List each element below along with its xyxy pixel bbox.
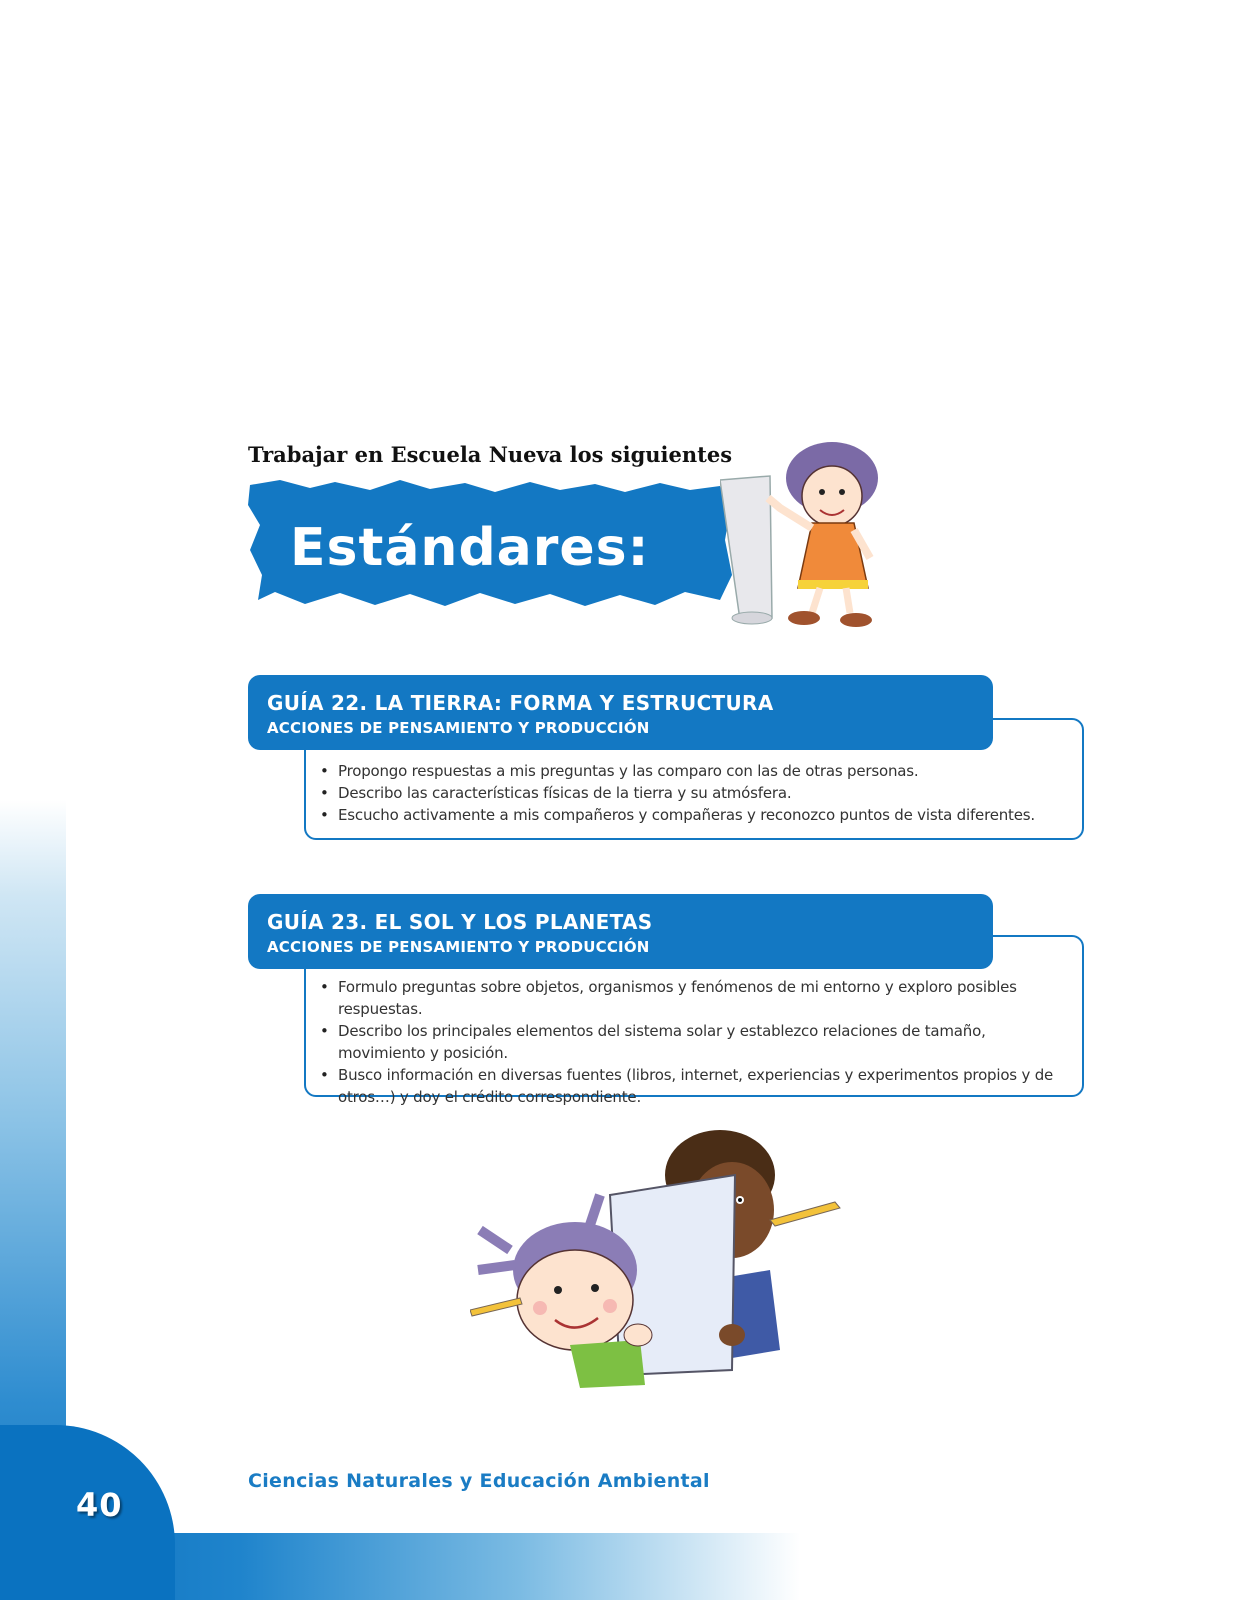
guide-22-subtitle: ACCIONES DE PENSAMIENTO Y PRODUCCIÓN	[267, 719, 650, 737]
guide-22-list	[318, 760, 1058, 826]
footer-title: Ciencias Naturales y Educación Ambiental	[248, 1470, 710, 1492]
page-number: 40	[76, 1486, 123, 1524]
banner-title: Estándares:	[290, 518, 650, 578]
guide-23-title: GUÍA 23. EL SOL Y LOS PLANETAS	[267, 910, 653, 934]
guide-23-subtitle: ACCIONES DE PENSAMIENTO Y PRODUCCIÓN	[267, 938, 650, 956]
two-kids-reading-paper-illustration	[470, 1120, 850, 1390]
girl-holding-paper-illustration	[720, 428, 900, 638]
list-item: • Propongo respuestas a mis preguntas y las comparo con las de otras personas.	[320, 762, 919, 780]
list-item: • Describo los principales elementos del sistema solar y establezco relaciones de tamaño, movimiento y posición.	[320, 1022, 986, 1062]
list-item: • Formulo preguntas sobre objetos, organismos y fenómenos de mi entorno y exploro posibles respuestas.	[320, 978, 1017, 1018]
list-item: • Describo las características físicas de la tierra y su atmósfera.	[320, 784, 792, 802]
list-item: • Busco información en diversas fuentes (libros, internet, experiencias y experimentos propios y de otros…) y doy el crédito correspondiente.	[320, 1066, 1054, 1106]
guide-23-list	[318, 976, 1058, 1108]
list-item: • Escucho activamente a mis compañeros y compañeras y reconozco puntos de vista diferentes.	[320, 806, 1035, 824]
guide-22-header	[248, 675, 993, 750]
intro-text: Trabajar en Escuela Nueva los siguientes	[248, 442, 733, 467]
guide-23-header	[248, 894, 993, 969]
guide-22-title: GUÍA 22. LA TIERRA: FORMA Y ESTRUCTURA	[267, 691, 774, 715]
